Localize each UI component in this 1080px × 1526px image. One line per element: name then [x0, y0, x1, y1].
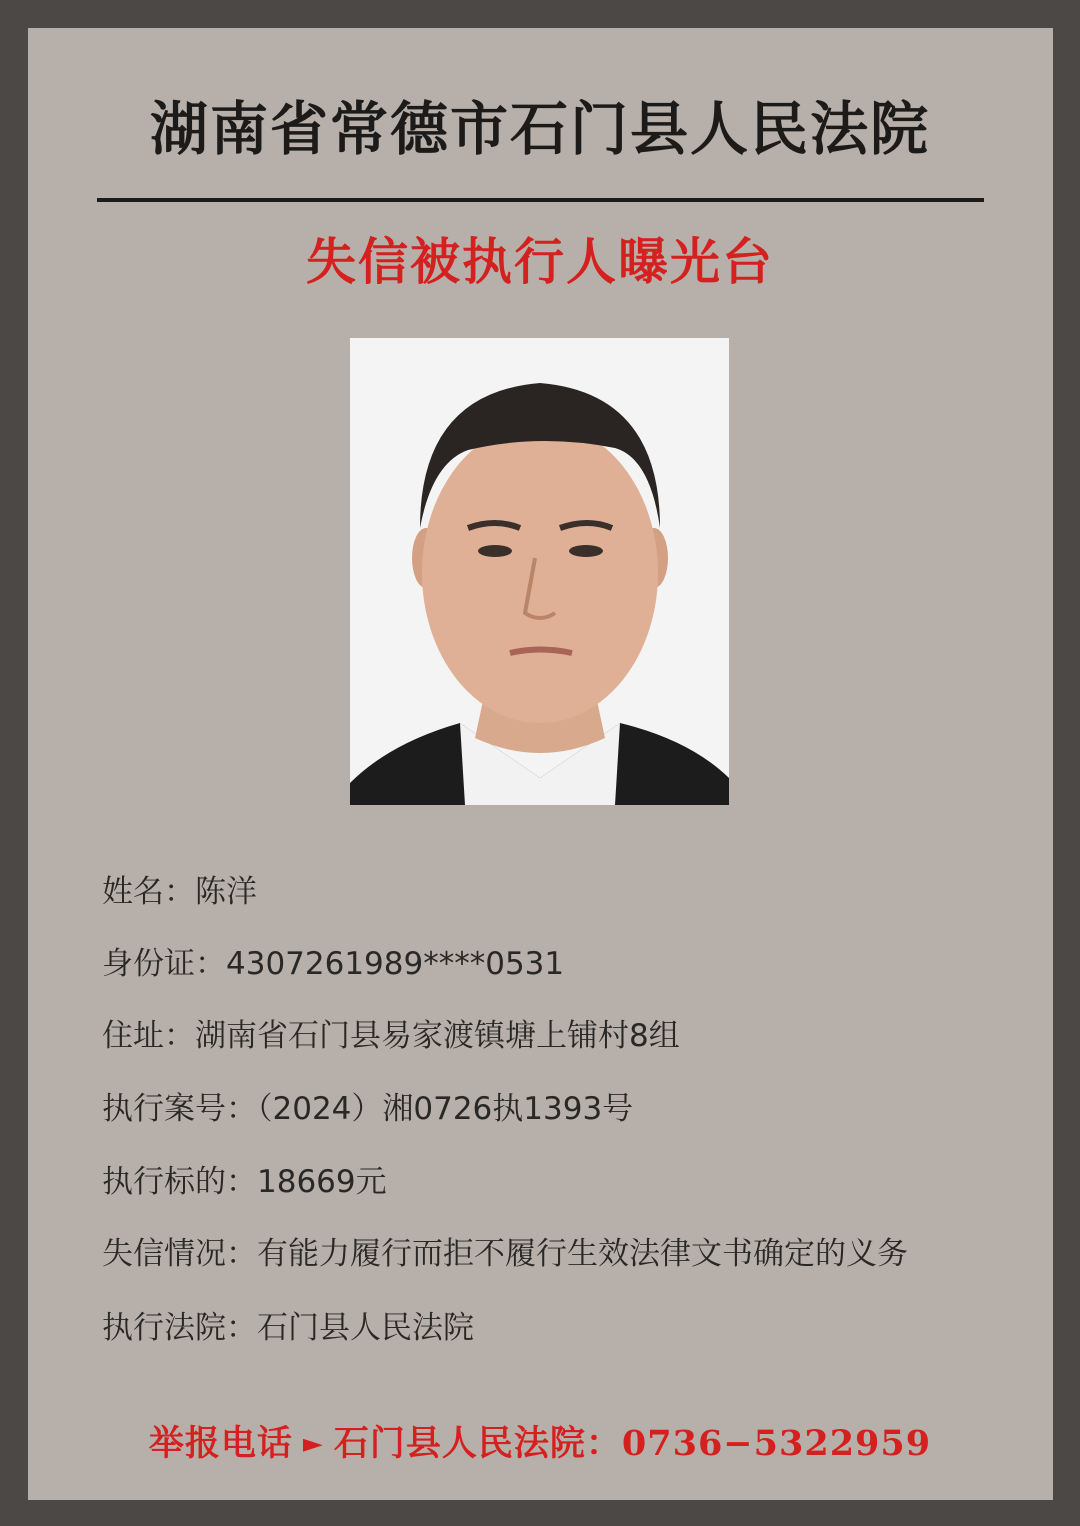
info-value: 18669元: [257, 1164, 387, 1200]
info-label: 住址：: [102, 1018, 195, 1054]
title-divider: [97, 198, 984, 202]
info-label: 姓名：: [102, 874, 195, 910]
info-row-address: [102, 1010, 680, 1055]
info-value: 4307261989****0531: [226, 946, 565, 982]
report-label: 举报电话: [148, 1423, 293, 1464]
info-label: 执行标的：: [102, 1164, 257, 1200]
portrait-photo: [350, 338, 729, 805]
info-row-id: [102, 938, 564, 983]
info-value: 湖南省石门县易家渡镇塘上铺村8组: [195, 1018, 680, 1054]
info-label: 失信情况：: [102, 1236, 257, 1272]
exposure-subtitle: 失信被执行人曝光台: [306, 233, 774, 291]
court-name-title: 湖南省常德市石门县人民法院: [149, 95, 930, 163]
info-value: 石门县人民法院: [257, 1310, 474, 1346]
portrait-photo-icon: [350, 338, 729, 805]
info-label: 执行案号：: [102, 1091, 257, 1127]
info-row-situation: [102, 1228, 908, 1273]
info-row-court: [102, 1302, 474, 1347]
info-value: 陈洋: [195, 874, 257, 910]
info-value: 有能力履行而拒不履行生效法律文书确定的义务: [257, 1236, 908, 1272]
play-arrow-icon: ►: [302, 1429, 324, 1459]
info-row-amount: [102, 1156, 387, 1201]
info-value: （2024）湘0726执1393号: [257, 1091, 634, 1127]
report-target: 石门县人民法院：0736−5322959: [333, 1423, 932, 1464]
info-row-name: [102, 866, 257, 911]
report-hotline: [0, 1416, 1080, 1466]
info-label: 身份证：: [102, 946, 226, 982]
info-label: 执行法院：: [102, 1310, 257, 1346]
info-row-case-number: [102, 1083, 633, 1128]
